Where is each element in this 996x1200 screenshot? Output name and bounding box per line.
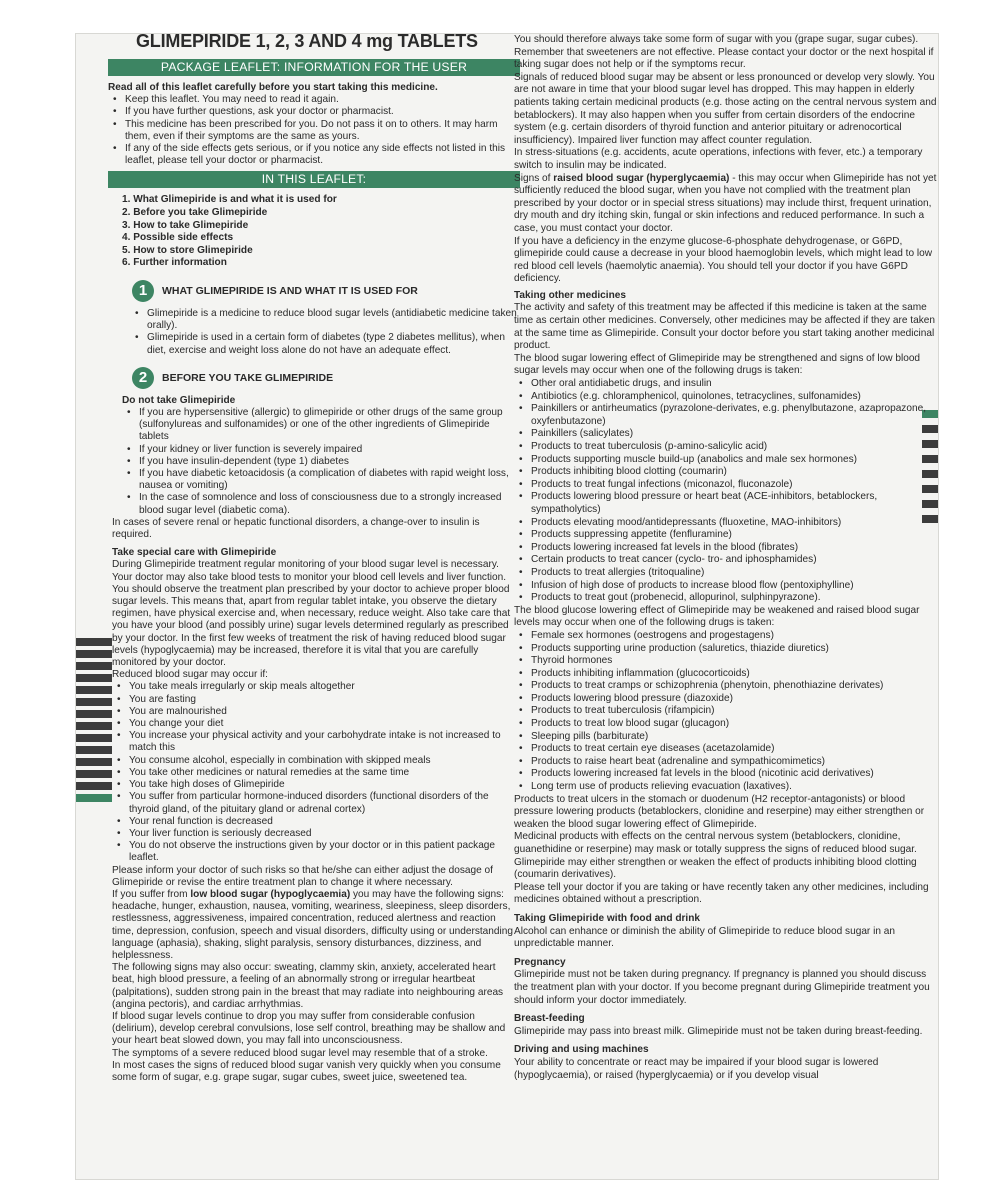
list-item: • Products lowering blood pressure (diazoxide): [514, 693, 938, 706]
list-item: • You do not observe the instructions given by your doctor or in this patient package leaflet.: [112, 840, 520, 864]
further-drop-text: If blood sugar levels continue to drop you may suffer from considerable confusion (delirium), develop cerebral convulsions, lose self control, breathing may be shallow and your heart beat slowed down, you may fall into unconsciousness.: [112, 1010, 506, 1047]
text-run: you may have the following signs: headache, hunger, exhaustion, nausea, vomiting, weariness, sleepiness, sleep disorders, restlessness, aggressiveness, impaired concentration, reduced alertness and reaction time, depression, confusion, speech and visual disorders, difficulty using or understanding language (aphasia), shaking, slight paralysis, sensory disturbances, dizziness, and helplessness.: [112, 888, 513, 961]
list-item: • Certain products to treat cancer (cyclo- tro- and iphosphamides): [514, 554, 938, 567]
leaflet-page: [76, 34, 938, 1179]
toc-item: 6. Further information: [122, 257, 227, 269]
list-item: • You are fasting: [112, 694, 520, 706]
list-item: • Products to treat cramps or schizophrenia (phenytoin, phenothiazine derivates): [514, 680, 938, 693]
intro-lead: Read all of this leaflet carefully before you start taking this medicine.: [108, 82, 438, 93]
list-item: • Products to raise heart beat (adrenaline and sympathicomimetics): [514, 756, 938, 769]
in-this-leaflet-bar: IN THIS LEAFLET:: [108, 171, 520, 188]
toc-item: 5. How to store Glimepiride: [122, 244, 253, 256]
subheading-food-drink: Taking Glimepiride with food and drink: [514, 912, 700, 924]
g6pd-text: If you have a deficiency in the enzyme glucose-6-phosphate dehydrogenase, or G6PD, glimepiride could cause a decrease in your blood haemoglobin levels, which might lead to low red blood cell levels (haemolytic anaemia). You should tell your doctor if you have G6PD deficiency.: [514, 235, 933, 285]
list-item: • Products supporting muscle build-up (anabolics and male sex hormones): [514, 454, 938, 467]
table-of-contents: [122, 194, 520, 270]
list-item: • You take other medicines or natural remedies at the same time: [112, 767, 520, 779]
list-item: • Long term use of products relieving evacuation (laxatives).: [514, 781, 938, 794]
strength-intro: The blood sugar lowering effect of Glimepiride may be strengthened and signs of low blood sugar levels may occur when one of the following drugs is taken:: [514, 352, 921, 377]
other-medicines-text: The activity and safety of this treatment may be affected if this medicine is taken at the same time as certain other medicines. Conversely, other medicines may be affected if they are taken at the same time as Glimepiride. Consult your doctor before you start taking another medicinal product.: [514, 302, 935, 352]
list-item: • You are malnourished: [112, 706, 520, 718]
do-not-take-list: [122, 407, 520, 517]
special-care-block: [112, 547, 520, 1084]
stress-text: In stress-situations (e.g. accidents, acute operations, infections with fever, etc.) a temporary switch to insulin may be indicated.: [514, 147, 923, 171]
reduced-sugar-intro: Reduced blood sugar may occur if:: [112, 669, 268, 681]
text-run: Signs of: [514, 172, 554, 184]
subheading-other-medicines: Taking other medicines: [514, 289, 626, 301]
list-item: • Products to treat gout (probenecid, allopurinol, sulphinpyrazone).: [514, 592, 938, 605]
toc-item: 2. Before you take Glimepiride: [122, 207, 268, 219]
list-item: • Products to treat certain eye diseases (acetazolamide): [514, 743, 938, 756]
list-item: • Products suppressing appetite (fenfluramine): [514, 529, 938, 542]
tell-doctor-text: Please tell your doctor if you are taking or have recently taken any other medicines, including medicines obtained without a prescription.: [514, 881, 929, 906]
weaken-list: [514, 630, 938, 794]
pregnancy-text: Glimepiride must not be taken during pregnancy. If pregnancy is planned you should discuss the treatment plan with your doctor. If you become pregnant during Glimepiride treatment you should inform your doctor immediately.: [514, 969, 930, 1006]
signals-absent-text: Signals of reduced blood sugar may be absent or less pronounced or develop very slowly. You are not aware in time that your blood sugar level has dropped. This may happen in elderly patients taking certain medicinal products (e.g. those acting on the central nervous system and betablockers). It may also happen when you suffer from certain disorders of the endocrine system (e.g. certain disorders of thyroid function and anterior pituitary or adrenocortical insufficiency). Impaired liver function may affect counter regulation.: [514, 71, 937, 146]
list-item: • If you are hypersensitive (allergic) to glimepiride or other drugs of the same group (sulfonylureas and sulfonamides) or one of the other ingredients of Glimepiride tablets: [122, 407, 520, 444]
low-sugar-paragraph: [112, 889, 520, 962]
subheading-driving: Driving and using machines: [514, 1044, 649, 1056]
cns-text: Medicinal products with effects on the central nervous system (betablockers, clonidine, guanethidine or reserpine) may mask or totally suppress the signs of reduced blood sugar.: [514, 831, 917, 855]
list-item: • Products to treat tuberculosis (rifampicin): [514, 705, 938, 718]
list-item: • This medicine has been prescribed for you. Do not pass it on to others. It may harm them, even if their symptoms are the same as yours.: [108, 119, 520, 143]
list-item: • Products to treat low blood sugar (glucagon): [514, 718, 938, 731]
list-item: • If any of the side effects gets serious, or if you notice any side effects not listed in this leaflet, please tell your doctor or pharmacist.: [108, 143, 520, 167]
list-item: • Products to treat fungal infections (miconazol, fluconazole): [514, 479, 938, 492]
subheading-breast-feeding: Breast-feeding: [514, 1013, 585, 1025]
emphasis: low blood sugar (hypoglycaemia): [190, 888, 351, 900]
driving-text: Your ability to concentrate or react may be impaired if your blood sugar is lowered (hypoglycaemia), or raised (hyperglycaemia) or if you develop visual: [514, 1056, 879, 1081]
list-item: • Your renal function is decreased: [112, 816, 520, 828]
list-item: • If you have diabetic ketoacidosis (a complication of diabetes with rapid weight loss, nausea or vomiting): [122, 468, 520, 492]
list-item: • You take high doses of Glimepiride: [112, 779, 520, 791]
section-number-badge: 1: [132, 280, 154, 302]
list-item: • Thyroid hormones: [514, 655, 938, 668]
renal-note: In cases of severe renal or hepatic functional disorders, a change-over to insulin is required.: [112, 516, 480, 541]
list-item: • Products lowering blood pressure or heart beat (ACE-inhibitors, betablockers, sympatholytics): [514, 491, 938, 516]
page-title: GLIMEPIRIDE 1, 2, 3 AND 4 mg TABLETS: [136, 34, 478, 51]
section-2-heading: [132, 367, 520, 389]
list-item: • If you have insulin-dependent (type 1) diabetes: [122, 456, 520, 468]
text-run: - this may occur when Glimepiride has not yet sufficiently reduced the blood sugar, when you have not complied with the treatment plan prescribed by your doctor or in special stress situations) may include thirst, frequent urination, dry mouth and dry itching skin, fungal or skin infections and reduced performance. In such a case, you must contact your doctor.: [514, 172, 937, 234]
list-item: • You take meals irregularly or skip meals altogether: [112, 681, 520, 693]
list-item: • Glimepiride is a medicine to reduce blood sugar levels (antidiabetic medicine taken orally).: [130, 308, 520, 332]
list-item: • Products elevating mood/antidepressants (fluoxetine, MAO-inhibitors): [514, 517, 938, 530]
section-title: WHAT GLIMEPIRIDE IS AND WHAT IT IS USED FOR: [162, 284, 418, 297]
list-item: • If your kidney or liver function is severely impaired: [122, 444, 520, 456]
section-number-badge: 2: [132, 367, 154, 389]
toc-item: 1. What Glimepiride is and what it is used for: [122, 194, 337, 206]
list-item: • Products lowering increased fat levels in the blood (fibrates): [514, 542, 938, 555]
intro-list: [108, 94, 520, 167]
subheading-do-not-take: Do not take Glimepiride: [122, 394, 236, 406]
raised-sugar-paragraph: [514, 173, 938, 236]
list-item: • Products inhibiting inflammation (glucocorticoids): [514, 668, 938, 681]
section-2-body: [112, 394, 520, 541]
list-item: • You suffer from particular hormone-induced disorders (functional disorders of the thyroid gland, of the pituitary gland or adrenal cortex): [112, 791, 520, 815]
inform-doctor-text: Please inform your doctor of such risks so that he/she can either adjust the dosage of Glimepiride or revise the entire treatment plan to change it where necessary.: [112, 864, 493, 888]
special-care-text: During Glimepiride treatment regular monitoring of your blood sugar level is necessary. Your doctor may also take blood tests to monitor your blood cell levels and liver function. You should observe the treatment plan prescribed by your doctor to achieve proper blood sugar levels. This means that, apart from regular tablet intake, you observe the dietary regimen, have physical exercise and, when necessary, reduce weight. Also take care that you have your blood (and possibly urine) sugar levels determined regularly as prescribed by your doctor. In the first few weeks of treatment the risk of having reduced blood sugar levels (hypoglycaemia) may be increased, therefore it is vital that you are carefully monitored by your doctor.: [112, 559, 511, 669]
intro-block: [108, 82, 520, 167]
subheading-special-care: Take special care with Glimepiride: [112, 547, 277, 559]
list-item: • Antibiotics (e.g. chloramphenicol, quinolones, tetracyclines, sulfonamides): [514, 391, 938, 404]
list-item: • Sleeping pills (barbiturate): [514, 731, 938, 744]
list-item: • Painkillers or antirheumatics (pyrazolone-derivates, e.g. phenylbutazone, azapropazone, oxyfenbutazone): [514, 403, 938, 428]
left-column: [108, 34, 520, 1084]
package-leaflet-bar: PACKAGE LEAFLET: INFORMATION FOR THE USER: [108, 59, 520, 76]
strengthen-list: [514, 378, 938, 605]
breast-feeding-text: Glimepiride may pass into breast milk. Glimepiride must not be taken during breast-feeding.: [514, 1025, 923, 1037]
following-signs-text: The following signs may also occur: sweating, clammy skin, anxiety, accelerated heart beat, high blood pressure, a feeling of an abnormally strong or irregular heartbeat (palpitations), sudden strong pain in the breast that may radiate into neighbouring areas (angina pectoris), and cardiac arrhythmias.: [112, 962, 504, 1010]
section-1-heading: [132, 280, 520, 302]
list-item: • In the case of somnolence and loss of consciousness due to a strongly increased blood sugar level (diabetic coma).: [122, 492, 520, 516]
right-column: [514, 34, 938, 1082]
list-item: • Keep this leaflet. You may need to read it again.: [108, 94, 520, 106]
clotting-text: Glimepiride may either strengthen or weaken the effect of products inhibiting blood clotting (coumarin derivatives).: [514, 856, 917, 881]
list-item: • You change your diet: [112, 718, 520, 730]
ulcers-text: Products to treat ulcers in the stomach or duodenum (H2 receptor-antagonists) or blood pressure lowering products (betablockers, clonidine and reserpine) may either strengthen or weaken the blood sugar lowering effect of Glimepiride.: [514, 793, 925, 830]
list-item: • Glimepiride is used in a certain form of diabetes (type 2 diabetes mellitus), when diet, exercise and weight loss alone do not have an adequate effect.: [130, 332, 520, 356]
text-run: If you suffer from: [112, 888, 191, 900]
vanish-text: In most cases the signs of reduced blood sugar vanish very quickly when you consume some form of sugar, e.g. grape sugar, sugar cubes, sweet juice, sweetened tea.: [112, 1059, 501, 1083]
stroke-text: The symptoms of a severe reduced blood sugar level may resemble that of a stroke.: [112, 1047, 488, 1059]
food-drink-text: Alcohol can enhance or diminish the ability of Glimepiride to reduce blood sugar in an unpredictable manner.: [514, 925, 895, 950]
list-item: • You increase your physical activity and your carbohydrate intake is not increased to match this: [112, 730, 520, 754]
reduced-sugar-list: [112, 681, 520, 864]
list-item: • If you have further questions, ask your doctor or pharmacist.: [108, 106, 520, 118]
list-item: • Products supporting urine production (saluretics, thiazide diuretics): [514, 643, 938, 656]
list-item: • You consume alcohol, especially in combination with skipped meals: [112, 755, 520, 767]
weaken-intro: The blood glucose lowering effect of Glimepiride may be weakened and raised blood sugar levels may occur when one of the following drugs is taken:: [514, 604, 920, 629]
list-item: • Other oral antidiabetic drugs, and insulin: [514, 378, 938, 391]
subheading-pregnancy: Pregnancy: [514, 956, 566, 968]
toc-item: 4. Possible side effects: [122, 232, 234, 244]
section-title: BEFORE YOU TAKE GLIMEPIRIDE: [162, 371, 334, 384]
toc-item: 3. How to take Glimepiride: [122, 219, 249, 231]
list-item: • Products lowering increased fat levels in the blood (nicotinic acid derivatives): [514, 768, 938, 781]
list-item: • Infusion of high dose of products to increase blood flow (pentoxiphylline): [514, 580, 938, 593]
list-item: • Female sex hormones (oestrogens and progestagens): [514, 630, 938, 643]
list-item: • Products to treat allergies (tritoqualine): [514, 567, 938, 580]
list-item: • Painkillers (salicylates): [514, 428, 938, 441]
list-item: • Your liver function is seriously decreased: [112, 828, 520, 840]
emphasis: raised blood sugar (hyperglycaemia): [553, 172, 730, 184]
always-sugar-text: You should therefore always take some form of sugar with you (grape sugar, sugar cubes). Remember that sweeteners are not effective. Please contact your doctor or the next hospital if taking sugar does not help or if the symptoms recur.: [514, 34, 934, 71]
section-1-list: [130, 308, 520, 357]
list-item: • Products inhibiting blood clotting (coumarin): [514, 466, 938, 479]
list-item: • Products to treat tuberculosis (p-amino-salicylic acid): [514, 441, 938, 454]
